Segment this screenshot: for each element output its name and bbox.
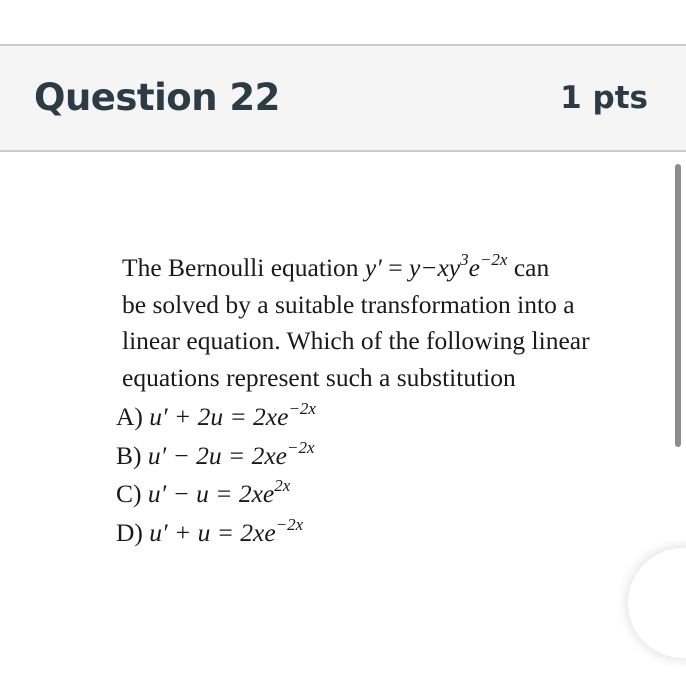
- scrollbar[interactable]: [675, 164, 681, 447]
- floating-action-button[interactable]: [628, 548, 686, 658]
- question-stem: [122, 250, 652, 396]
- option-a: [116, 398, 316, 437]
- bernoulli-equation: [364, 250, 508, 282]
- question-points: 1 pts: [560, 80, 648, 116]
- option-label: D): [116, 517, 150, 547]
- option-d: [116, 514, 316, 553]
- stem-line-1: [122, 250, 652, 287]
- answer-options: [116, 398, 316, 552]
- stem-line-2: be solved by a suitable transformation into a: [122, 289, 575, 319]
- option-c: [116, 475, 316, 514]
- top-spacer: [0, 0, 686, 44]
- option-equation: u′ − 2u = 2xe: [147, 440, 288, 470]
- stem-text: The Bernoulli equation: [122, 253, 365, 282]
- option-equation: u′ + u = 2xe: [149, 517, 276, 547]
- eq-exponent: −2x: [479, 250, 508, 269]
- eq-y-prime: y′: [364, 253, 382, 282]
- option-label: A): [116, 402, 150, 431]
- option-exponent: −2x: [288, 399, 316, 418]
- option-equation: u′ − u = 2xe: [147, 479, 275, 508]
- stem-trailing: can: [507, 253, 550, 282]
- option-b: [116, 437, 316, 476]
- stem-line-3: linear equation. Which of the following linear: [122, 326, 590, 355]
- option-exponent: −2x: [275, 514, 304, 534]
- eq-equals: =: [381, 253, 409, 282]
- option-label: B): [116, 440, 148, 470]
- eq-cube-exponent: 3: [460, 250, 469, 269]
- stem-line-4: equations represent such a substitution: [122, 362, 516, 392]
- eq-rhs: y−xy: [408, 253, 461, 282]
- question-title: Question 22: [34, 76, 280, 119]
- option-exponent: 2x: [274, 476, 291, 495]
- option-exponent: −2x: [287, 437, 315, 457]
- option-label: C): [116, 479, 148, 508]
- eq-e: e: [468, 253, 480, 282]
- question-header: [0, 44, 686, 152]
- option-equation: u′ + 2u = 2xe: [149, 402, 289, 431]
